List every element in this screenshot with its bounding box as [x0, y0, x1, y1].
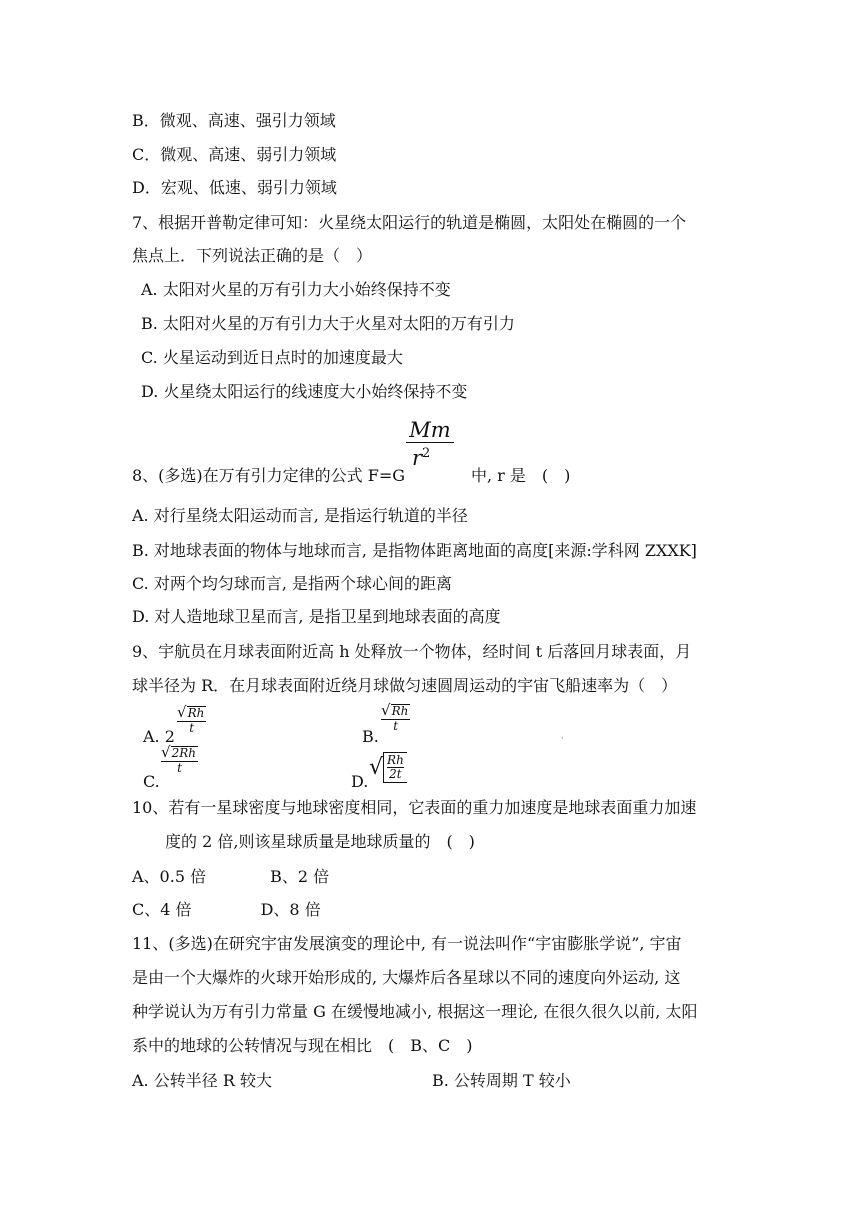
- q8-option-b: B. 对地球表面的物体与地球而言, 是指物体距离地面的高度[来源:学科网 ZXXK]: [132, 541, 697, 560]
- q10-options-ab: A、0.5 倍 B、2 倍: [132, 867, 330, 886]
- d-option-q6: D．宏观、低速、弱引力领域: [132, 178, 337, 197]
- q8-option-c: C. 对两个均匀球而言, 是指两个球心间的距离: [132, 574, 453, 593]
- b-option-q6: B．微观、高速、强引力领域: [132, 111, 336, 130]
- q7-option-c: C. 火星运动到近日点时的加速度最大: [141, 348, 403, 367]
- q10-line2: 度的 2 倍,则该星球质量是地球质量的 ( ): [165, 832, 475, 851]
- q8-stem-post: 中, r 是 ( ): [471, 466, 571, 485]
- q7-option-b: B. 太阳对火星的万有引力大于火星对太阳的万有引力: [141, 314, 515, 333]
- formula-numerator: Mm: [409, 418, 451, 442]
- q11-line2: 是由一个大爆炸的火球开始形成的, 大爆炸后各星球以不同的速度向外运动, 这: [132, 968, 681, 987]
- q9-option-a-expr: √Rh t: [177, 703, 205, 735]
- q10-options-cd: C、4 倍 D、8 倍: [132, 900, 321, 919]
- q9-option-c-label: C.: [143, 772, 160, 791]
- q11-line3: 种学说认为万有引力常量 G 在缓慢地减小, 根据这一理论, 在很久很久以前, 太阳: [132, 1002, 698, 1021]
- q8-formula-fraction: [406, 418, 454, 469]
- c-option-q6: C．微观、高速、弱引力领域: [132, 145, 337, 164]
- q11-line1: 11、(多选)在研究宇宙发展演变的理论中, 有一说法叫作“宇宙膨胀学说”, 宇宙: [132, 934, 682, 953]
- q7-option-d: D. 火星绕太阳运行的线速度大小始终保持不变: [141, 382, 468, 401]
- stray-mark: ·: [561, 734, 564, 743]
- q8-stem-pre: 8、(多选)在万有引力定律的公式 F=G: [132, 466, 406, 485]
- q9-option-b-label: B.: [362, 727, 379, 746]
- q8-option-d: D. 对人造地球卫星而言, 是指卫星到地球表面的高度: [132, 607, 501, 626]
- q9-line2: 球半径为 R．在月球表面附近绕月球做匀速圆周运动的宇宙飞船速率为（ ）: [132, 676, 678, 695]
- q10-line1: 10、若有一星球密度与地球密度相同，它表面的重力加速度是地球表面重力加速: [132, 798, 697, 817]
- q9-option-d-label: D.: [351, 772, 369, 791]
- q9-line1: 9、宇航员在月球表面附近高 h 处释放一个物体，经时间 t 后落回月球表面，月: [132, 642, 692, 661]
- q7-line1: 7、根据开普勒定律可知：火星绕太阳运行的轨道是椭圆，太阳处在椭圆的一个: [132, 213, 687, 232]
- formula-denominator: $r^2$: [412, 446, 431, 470]
- q9-option-d-expr: $√\frac{Rh}{2t}$: [369, 752, 407, 783]
- q7-option-a: A. 太阳对火星的万有引力大小始终保持不变: [141, 280, 451, 299]
- q11-option-a: A. 公转半径 R 较大: [132, 1071, 272, 1090]
- q9-option-a-label: A. 2: [143, 727, 175, 746]
- q9-option-b-expr: √Rh t: [381, 701, 409, 733]
- q11-option-b: B. 公转周期 T 较小: [432, 1071, 571, 1090]
- q11-line4: 系中的地球的公转情况与现在相比 ( B、C ): [132, 1036, 473, 1055]
- q8-option-a: A. 对行星绕太阳运动而言, 是指运行轨道的半径: [132, 506, 468, 525]
- formula-exponent: 2: [422, 446, 431, 461]
- q9-option-c-expr: √2Rh t: [161, 743, 196, 775]
- q7-line2: 焦点上．下列说法正确的是（ ）: [132, 246, 373, 265]
